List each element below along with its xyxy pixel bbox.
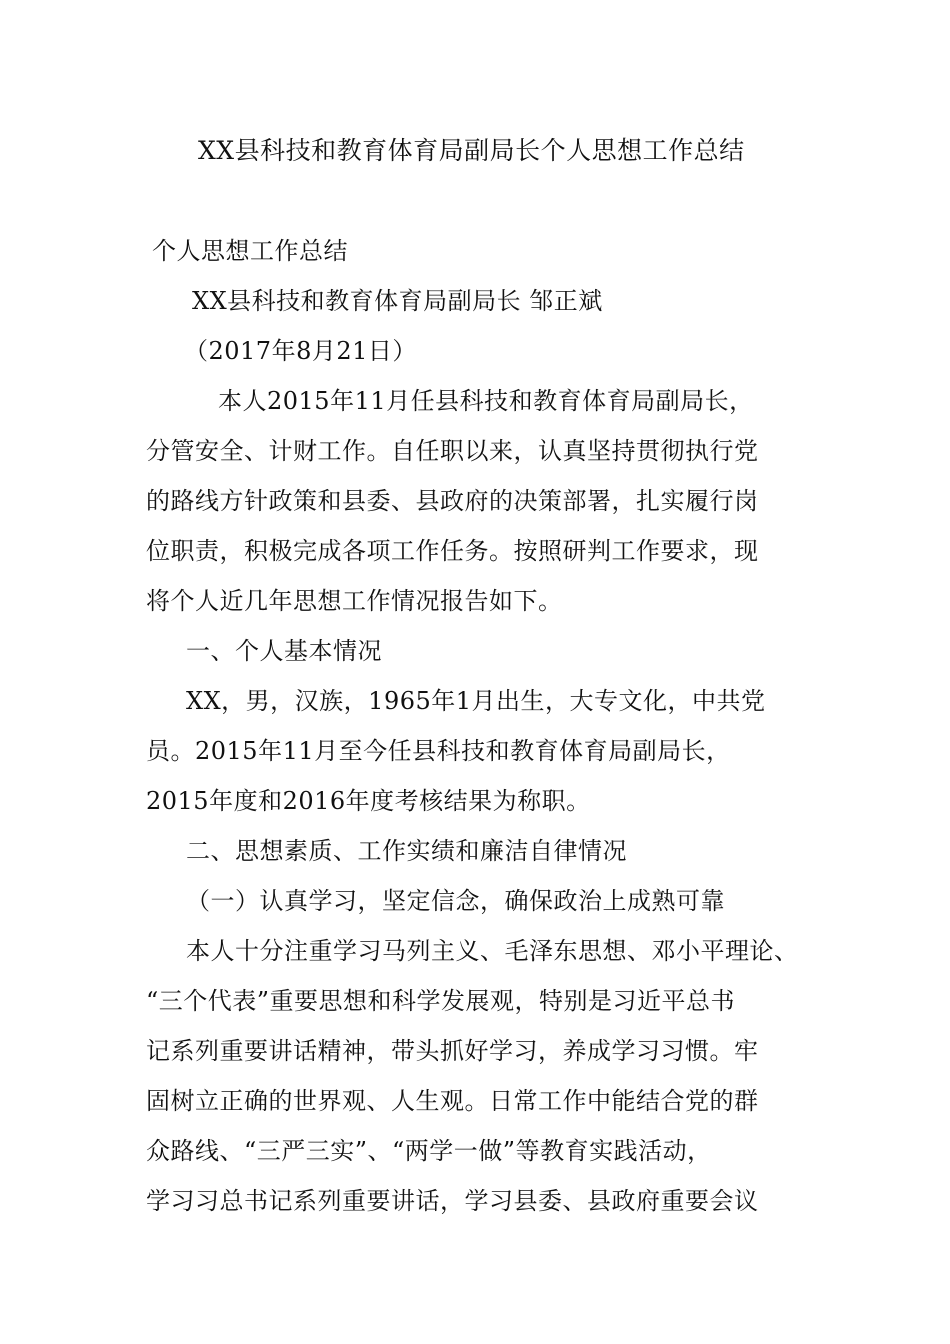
paragraph-line: 2015年度和2016年度考核结果为称职。 (146, 787, 591, 815)
paragraph-line: 的路线方针政策和县委、县政府的决策部署，扎实履行岗 (146, 487, 759, 515)
paragraph-line: 固树立正确的世界观、人生观。日常工作中能结合党的群 (146, 1087, 759, 1115)
paragraph-line: 位职责，积极完成各项工作任务。按照研判工作要求，现 (146, 537, 759, 565)
author-line: XX县科技和教育体育局副局长 邹正斌 (192, 287, 603, 315)
paragraph-line: “三个代表”重要思想和科学发展观，特别是习近平总书 (146, 987, 736, 1015)
document-title: XX县科技和教育体育局副局长个人思想工作总结 (198, 136, 745, 165)
paragraph-line: 分管安全、计财工作。自任职以来，认真坚持贯彻执行党 (146, 437, 759, 465)
paragraph-line: 员。2015年11月至今任县科技和教育体育局副局长， (146, 737, 731, 765)
paragraph-line: 众路线、“三严三实”、“两学一做”等教育实践活动， (146, 1137, 712, 1165)
paragraph-line: 记系列重要讲话精神，带头抓好学习，养成学习习惯。牢 (146, 1037, 759, 1065)
paragraph-line: 将个人近几年思想工作情况报告如下。 (146, 587, 563, 615)
paragraph-line: XX，男，汉族，1965年1月出生，大专文化，中共党 (186, 687, 766, 715)
section-heading: 二、思想素质、工作实绩和廉洁自律情况 (186, 837, 627, 865)
paragraph-line: 本人十分注重学习马列主义、毛泽东思想、邓小平理论、 (186, 937, 799, 965)
section-heading: 一、个人基本情况 (186, 637, 382, 665)
paragraph-line: 学习习总书记系列重要讲话，学习县委、县政府重要会议 (146, 1187, 759, 1215)
paragraph-line: 本人2015年11月任县科技和教育体育局副局长， (218, 387, 754, 415)
subsection-heading: （一）认真学习，坚定信念，确保政治上成熟可靠 (186, 887, 725, 915)
date-line: （2017年8月21日） (184, 337, 417, 365)
document-subtitle: 个人思想工作总结 (152, 237, 348, 265)
